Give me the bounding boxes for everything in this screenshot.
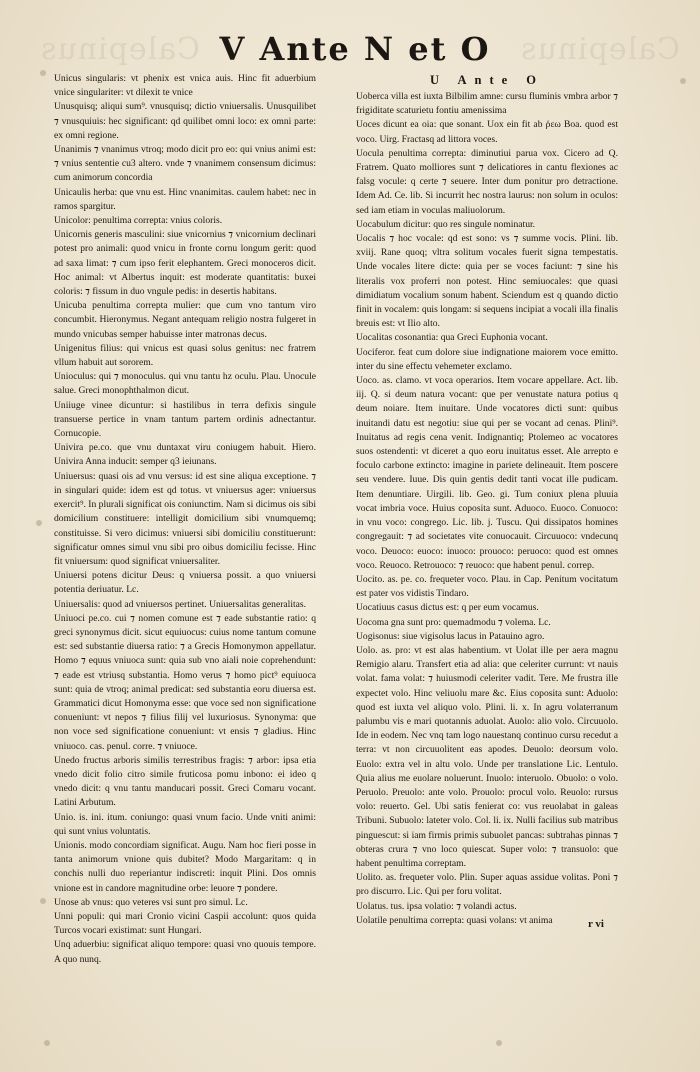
- dictionary-entry: Uniuersi potens dicitur Deus: q vniuersa possit. a quo vniuersi potentia deriuatur. Lc.: [54, 570, 316, 596]
- dictionary-entry: Unicuba penultima correpta mulier: que cum vno tantum viro concumbit. Hieronymus. Negant antequam religio nostra fulgeret in mundo vnicubas semper habuisse inter matronas decus.: [54, 300, 316, 340]
- dictionary-entry: Unio. is. ini. itum. coniungo: quasi vnum facio. Unde vniti animi: qui sunt vnius voluntatis.: [54, 811, 316, 837]
- signature-mark: r vi: [588, 918, 604, 930]
- paper-blemish: [40, 70, 46, 76]
- dictionary-entry: Unanimis ⁊ vnanimus vtroq; modo dicit pro eo: qui vnius animi est: ⁊ vnius sententie cu3 altero. vnde ⁊ vnanimem consensum dicimus: cum animorum concordia: [54, 144, 316, 184]
- dictionary-entry: Uniuoci pe.co. cui ⁊ nomen comune est ⁊ eade substantie ratio: q greci synonymus dicit. sicut equiuocus: cuius nome tantum comune est: sed substantie diuersa ratio: ⁊ a Grecis Homonymon appellatur. Homo ⁊ equus vniuoca sunt: quia sub vno aiali noie coprehendunt: ⁊ eade est vtriusq substantia. Homo verus ⁊ homo pict⁹ equiuoca sunt: quia de vtroq; animal predicat: sed substantia eoru diuersa est. Grammatici dicut Homonyma esse: que voce sed non significatione conueniunt: vt nepos ⁊ filius filij vel luxuriosus. Synonyma: que non voce sed significatione conueniunt: vt ensis ⁊ gladius. Hinc vniuoco. cas. penul. corre. ⁊ vniuoce.: [54, 612, 316, 752]
- dictionary-entry: Unicornis generis masculini: siue vnicornius ⁊ vnicornium declinari potest pro animali: quod vnicu in fronte cornu longum gerit: quod ad saxa limat: ⁊ cum ipso ferit elephantem. Greci monoceros dicit. Hoc animal: vt Albertus inquit: est moderate quantitatis: buxei coloris: ⁊ fissum in duo vngule pedis: in desertis habitans.: [54, 229, 316, 298]
- dictionary-entry: Uniuersalis: quod ad vniuersos pertinet. Uniuersalitas generalitas.: [54, 598, 307, 610]
- dictionary-entry: Unedo fructus arboris similis terrestribus fragis: ⁊ arbor: ipsa etia vnedo dicit folio citro simile fruticosa pomu inbono: ei ideo q vnedo dicit: q vnu tantu manducari possit. Greci Comaru vocant. Latini Arbutum.: [54, 754, 316, 809]
- dictionary-entry: Unigenitus filius: qui vnicus est quasi solus genitus: nec fratrem vllum habuit aut sororem.: [54, 342, 316, 369]
- show-through-text-right: Calepinus: [519, 32, 680, 67]
- dictionary-entry: Uogisonus: siue vigisolus lacus in Patauino agro.: [356, 630, 545, 642]
- dictionary-entry: Unionis. modo concordiam significat. Augu. Nam hoc fieri posse in tanta animorum vnione quis dubitet? Modo Margaritam: q in conchis nulli duo reperiantur indiscreti: inquit Plini. Dos omnis vnione est in candore magnitudine orbe: leuore ⁊ pondere.: [54, 839, 316, 894]
- dictionary-entry: Unicus singularis: vt phenix est vnica auis. Hinc fit aduerbium vnice singulariter: vt dilexit te vnice: [54, 73, 316, 99]
- dictionary-entry: Unusquisq; aliqui sum⁹. vnusquisq; dictio vniuersalis. Unusquilibet ⁊ vnusquiuis: hec significant: qd quilibet omni loco: ex omni parte: ex omni regione.: [54, 101, 316, 141]
- dictionary-entry: Unioculus: qui ⁊ monoculus. qui vnu tantu hz oculu. Plau. Unocule salue. Greci monophthalmon dicut.: [54, 371, 316, 397]
- paper-blemish: [36, 520, 42, 526]
- show-through-text-left: Calepinus: [40, 32, 201, 67]
- dictionary-entry: Uoces dicunt ea oia: que sonant. Uox ein fit ab ῥεω Boa. quod est voco. Uirg. Fractasq ad littora voces.: [356, 119, 618, 145]
- dictionary-entry: Uoberca villa est iuxta Bilbilim amne: cursu fluminis vmbra arbor ⁊ frigiditate scaturietu fontiu amenissima: [356, 91, 618, 117]
- dictionary-entry: Uolatus. tus. ipsa volatio: ⁊ volandi actus.: [356, 900, 517, 912]
- dictionary-entry: Uocalis ⁊ hoc vocale: qd est sono: vs ⁊ summe vocis. Plini. lib. xviij. Rane quoq; vltra solitum vocales fuerit signa tempestatis. Unde vocales litere dicte: quia per se voces faciunt: ⁊ sine his literalis vox proferri non potest. Hinc semiuocales: que quasi dimidiatum vocalium sonum habent. Sciendum est q quando dictio finit in vocalem: quis longam: si sequens incipiat a vocali illa finalis breuis est: vt Ilio alto.: [356, 233, 618, 330]
- dictionary-entry: Uniiuge vinee dicuntur: si hastilibus in terra defixis singule transuerse pertice in vnam tantum partem ordinis adnectantur. Cornucopie.: [54, 399, 316, 440]
- paper-blemish: [40, 898, 46, 904]
- dictionary-entry: Uoco. as. clamo. vt voca operarios. Item vocare appellare. Act. lib. iij. Q. si deum natura vocant: que per venustate natura potius q deum noiare. Item inuitare. Unde vocatores dicti sunt: quibus inuitandi datu est negotiu: siue qui per se vocant ad cenas. Plini⁹. Inuitatus ad regis cena venit. Indignantiq; Ptolemeo ac vocatores suos ostendenti: vt diceret a quo eoru inuitatus esset. Ale arrepto e foculo carbone extincto: imagine in pariete delineauit. Item poscere seu vendere. Iuue. Dis quin gentis dedit tanti vocat ille pudicam. Item denuntiare. Uirgili. lib. Geo. gi. Tum coniux plena pluuia vocat imbria voce. Huius coposita sunt. Aduoco. Euoco. Conuoco: in vnu voco: congrego. Lic. lib. j. Tuscu. Qui dissipatos homines congregauit: ⁊ ad societates vite conuocauit. Circuuoco: vndecunq voco. Deuoco: euoco: inuoco: prouoco: peruoco: quod est omnes voco. Reuoco. Retrouoco: ⁊ reuoco: que habent penul. correp.: [356, 375, 618, 571]
- dictionary-entry: Uolatile penultima correpta: quasi volans: vt anima: [356, 914, 553, 926]
- dictionary-entry: Univira pe.co. que vnu duntaxat viru coniugem habuit. Hiero. Univira Anna inducit: semper q3 ieiunans.: [54, 442, 316, 468]
- paper-blemish: [680, 78, 686, 84]
- paper-blemish: [496, 1040, 502, 1046]
- dictionary-entry: Uocatiuus casus dictus est: q per eum vocamus.: [356, 602, 539, 614]
- column-heading: U Ante O: [430, 73, 544, 87]
- dictionary-entry: Uocito. as. pe. co. frequeter voco. Plau. in Cap. Penitum vocitatum est pater vos vidistis Tindaro.: [356, 573, 618, 600]
- left-column: [54, 72, 316, 965]
- dictionary-entry: Uolito. as. frequeter volo. Plin. Super aquas assidue volitas. Poni ⁊ pro discurro. Lic. Qui per foru volitat.: [356, 872, 618, 898]
- dictionary-entry: Unq aduerbiu: significat aliquo tempore: quasi vno quouis tempore. A quo nunq.: [54, 939, 316, 965]
- dictionary-entry: Unni populi: qui mari Cronio vicini Caspii accolunt: quos quida Turcos vocari existimat: sunt Hungari.: [54, 910, 316, 937]
- right-column: [356, 72, 618, 932]
- dictionary-entry: Uocula penultima correpta: diminutiui parua vox. Cicero ad Q. Fratrem. Quato molliores sunt ⁊ delicatiores in cantu flexiones ac falsg vocule: q certe ⁊ seuere. Inter dum ponitur pro detractione. Idem Ad. Ce. lib. Si incurrit hec nostra laurus: non solum in oculos: sed iam etiam in voculas maliuolorum.: [356, 147, 618, 216]
- paper-blemish: [44, 1040, 50, 1046]
- dictionary-entry: Uocalitas cosonantia: qua Greci Euphonia vocant.: [356, 332, 548, 344]
- dictionary-entry: Unose ab vnus: quo veteres vsi sunt pro simul. Lc.: [54, 896, 248, 908]
- dictionary-entry: Uocoma gna sunt pro: quemadmodu ⁊ volema. Lc.: [356, 616, 551, 628]
- dictionary-entry: Uolo. as. pro: vt est alas habentium. vt Uolat ille per aera magnu Remigio alaru. Transfert etia ad alia: que celeriter currunt: vt nauis volat. fama volat: ⁊ huiusmodi celeriter vadit. Tere. Me frustra ille expectet volo. Hinc veliuolu mare &c. Eius coposita sunt: Aduolo: quod est iuxta vel aliquo volo. Plini. li. x. In agru volaterranum palumbu vis e mari quotannis aduolat. Auolo: alio volo. Circuuolo. Ide in eodem. Nec vnq tam logo nauestanq continuo cursu recedut a terra: vt non circuuolitent eas apodes. Deuolo: deorsum volo. Euolo: extra vel in altu volo. Unde per translatione Lic. Lentulo. Quia alius me euolare noluerunt. Inuolo: interuolo. Obuolo: o volo. Peruolo. Preuolo: ante volo. Prouolo: procul volo. Reuolo: rursus volo: reuerto. Gel. Ubi satis fenierat co: vus reuolabat in galeas Tribuni. Subuolo: lateter volo. Col. li. ix. Nulli facilius sub matribus pinguescut: si iam firmis primis subuolet pancas: subtrahas pinnas ⁊ obteras crura ⁊ vno loco quiescat. Super volo: ⁊ transuolo: que habent penultima correptam.: [356, 644, 618, 869]
- dictionary-entry: Unicaulis herba: que vnu est. Hinc vnanimitas. caulem habet: nec in ramos spargitur.: [54, 186, 316, 212]
- dictionary-entry: Uociferor. feat cum dolore siue indignatione maiorem voce emitto. inter du sine effectu vehemeter exclamo.: [356, 346, 618, 372]
- running-head: V Ante N et O: [219, 30, 491, 68]
- dictionary-entry: Uocabulum dicitur: quo res singule nominatur.: [356, 218, 536, 230]
- dictionary-entry: Uniuersus: quasi ois ad vnu versus: id est sine aliqua exceptione. ⁊ in singulari quide: idem est qd totus. vt vniuersus ager: vniuersus exercit⁹. In plurali significat ois coniunctim. Nam si dicimus ois sibi domicilium constituere: intelligit domicilium sibi vnumquemq; constituisse. Si vero dicimus: vniuersi sibi domiciliu constituerunt: significatur omnes simul vnu sibi pro oibus domiciliu fecisse. Hinc fit vniuersum: quod significat vniuersaliter.: [54, 470, 316, 567]
- dictionary-entry: Unicolor: penultima correpta: vnius coloris.: [54, 215, 223, 227]
